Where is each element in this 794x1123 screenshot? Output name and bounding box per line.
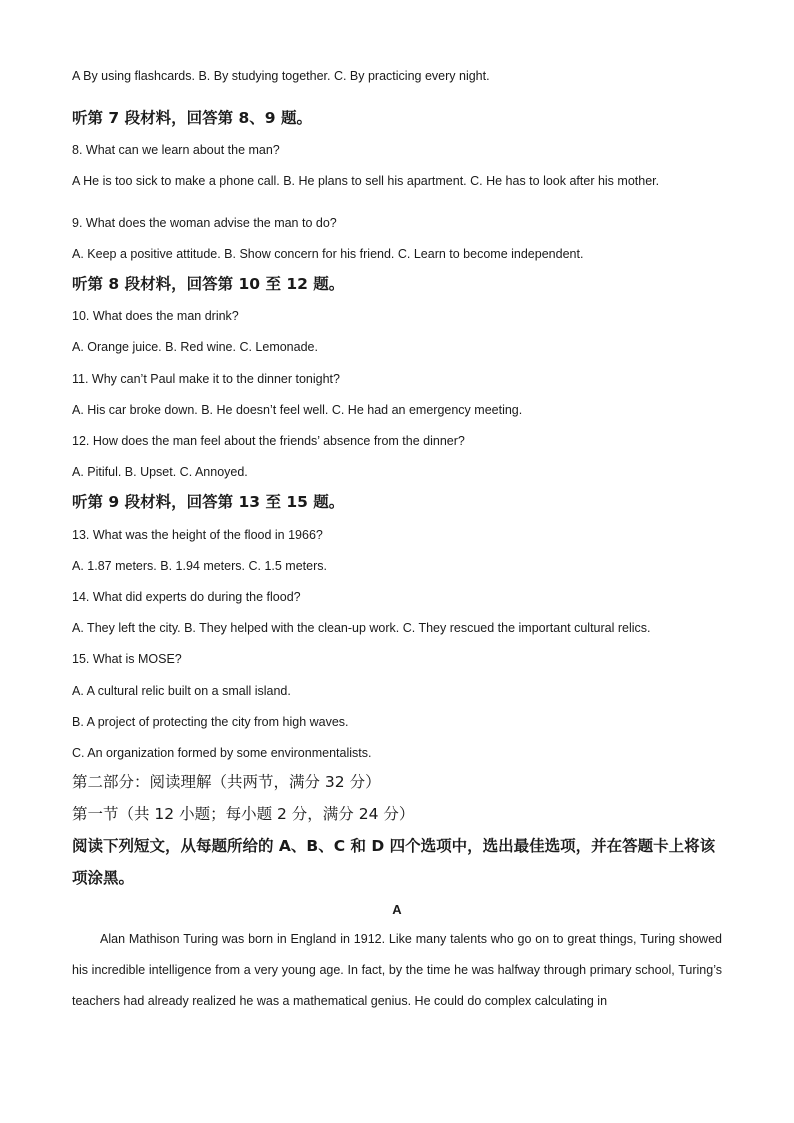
answer-options-q14: A. They left the city. B. They helped with the clean-up work. C. They rescued the important cultural relics. xyxy=(72,621,651,635)
question-13: 13. What was the height of the flood in 1966? xyxy=(72,528,323,542)
section-heading-part7: 听第 7 段材料，回答第 8、9 题。 xyxy=(72,109,312,127)
question-8: 8. What can we learn about the man? xyxy=(72,143,280,157)
answer-options-q9: A. Keep a positive attitude. B. Show concern for his friend. C. Learn to become independent. xyxy=(72,247,584,261)
answer-option-q15-c: C. An organization formed by some environmentalists. xyxy=(72,746,372,760)
section-heading-part8: 听第 8 段材料，回答第 10 至 12 题。 xyxy=(72,275,345,293)
section-heading-part9: 听第 9 段材料，回答第 13 至 15 题。 xyxy=(72,493,345,511)
instructions-line-2: 项涂黑。 xyxy=(72,869,135,887)
answer-option-q15-a: A. A cultural relic built on a small island. xyxy=(72,684,291,698)
answer-options-q10: A. Orange juice. B. Red wine. C. Lemonade. xyxy=(72,340,318,354)
question-14: 14. What did experts do during the flood? xyxy=(72,590,301,604)
answer-options-q13: A. 1.87 meters. B. 1.94 meters. C. 1.5 meters. xyxy=(72,559,327,573)
passage-letter: A xyxy=(392,902,402,917)
question-9: 9. What does the woman advise the man to do? xyxy=(72,216,337,230)
answer-option-q15-b: B. A project of protecting the city from high waves. xyxy=(72,715,349,729)
question-12: 12. How does the man feel about the friends’ absence from the dinner? xyxy=(72,434,465,448)
part-two-heading: 第二部分：阅读理解（共两节，满分 32 分） xyxy=(72,773,381,791)
instructions-line-1: 阅读下列短文，从每题所给的 A、B、C 和 D 四个选项中，选出最佳选项，并在答题卡上将该 xyxy=(72,837,716,855)
question-15: 15. What is MOSE? xyxy=(72,652,182,666)
passage-text: Alan Mathison Turing was born in England in 1912. Like many talents who go on to great things, Turing showed his incredible intelligence from a very young age. In fact, by the time he was halfway through primary school, Turing’s teachers had already realized he was a mathematical genius. He could do complex calculating in xyxy=(72,932,722,1008)
question-10: 10. What does the man drink? xyxy=(72,309,239,323)
answer-options-q8: A He is too sick to make a phone call. B. He plans to sell his apartment. C. He has to look after his mother. xyxy=(72,174,660,188)
section-one-heading: 第一节（共 12 小题；每小题 2 分，满分 24 分） xyxy=(72,805,415,823)
answer-options-q11: A. His car broke down. B. He doesn’t feel well. C. He had an emergency meeting. xyxy=(72,403,523,417)
answer-options-q7: A By using flashcards. B. By studying together. C. By practicing every night. xyxy=(72,69,490,83)
question-11: 11. Why can’t Paul make it to the dinner tonight? xyxy=(72,372,340,386)
answer-options-q12: A. Pitiful. B. Upset. C. Annoyed. xyxy=(72,465,248,479)
